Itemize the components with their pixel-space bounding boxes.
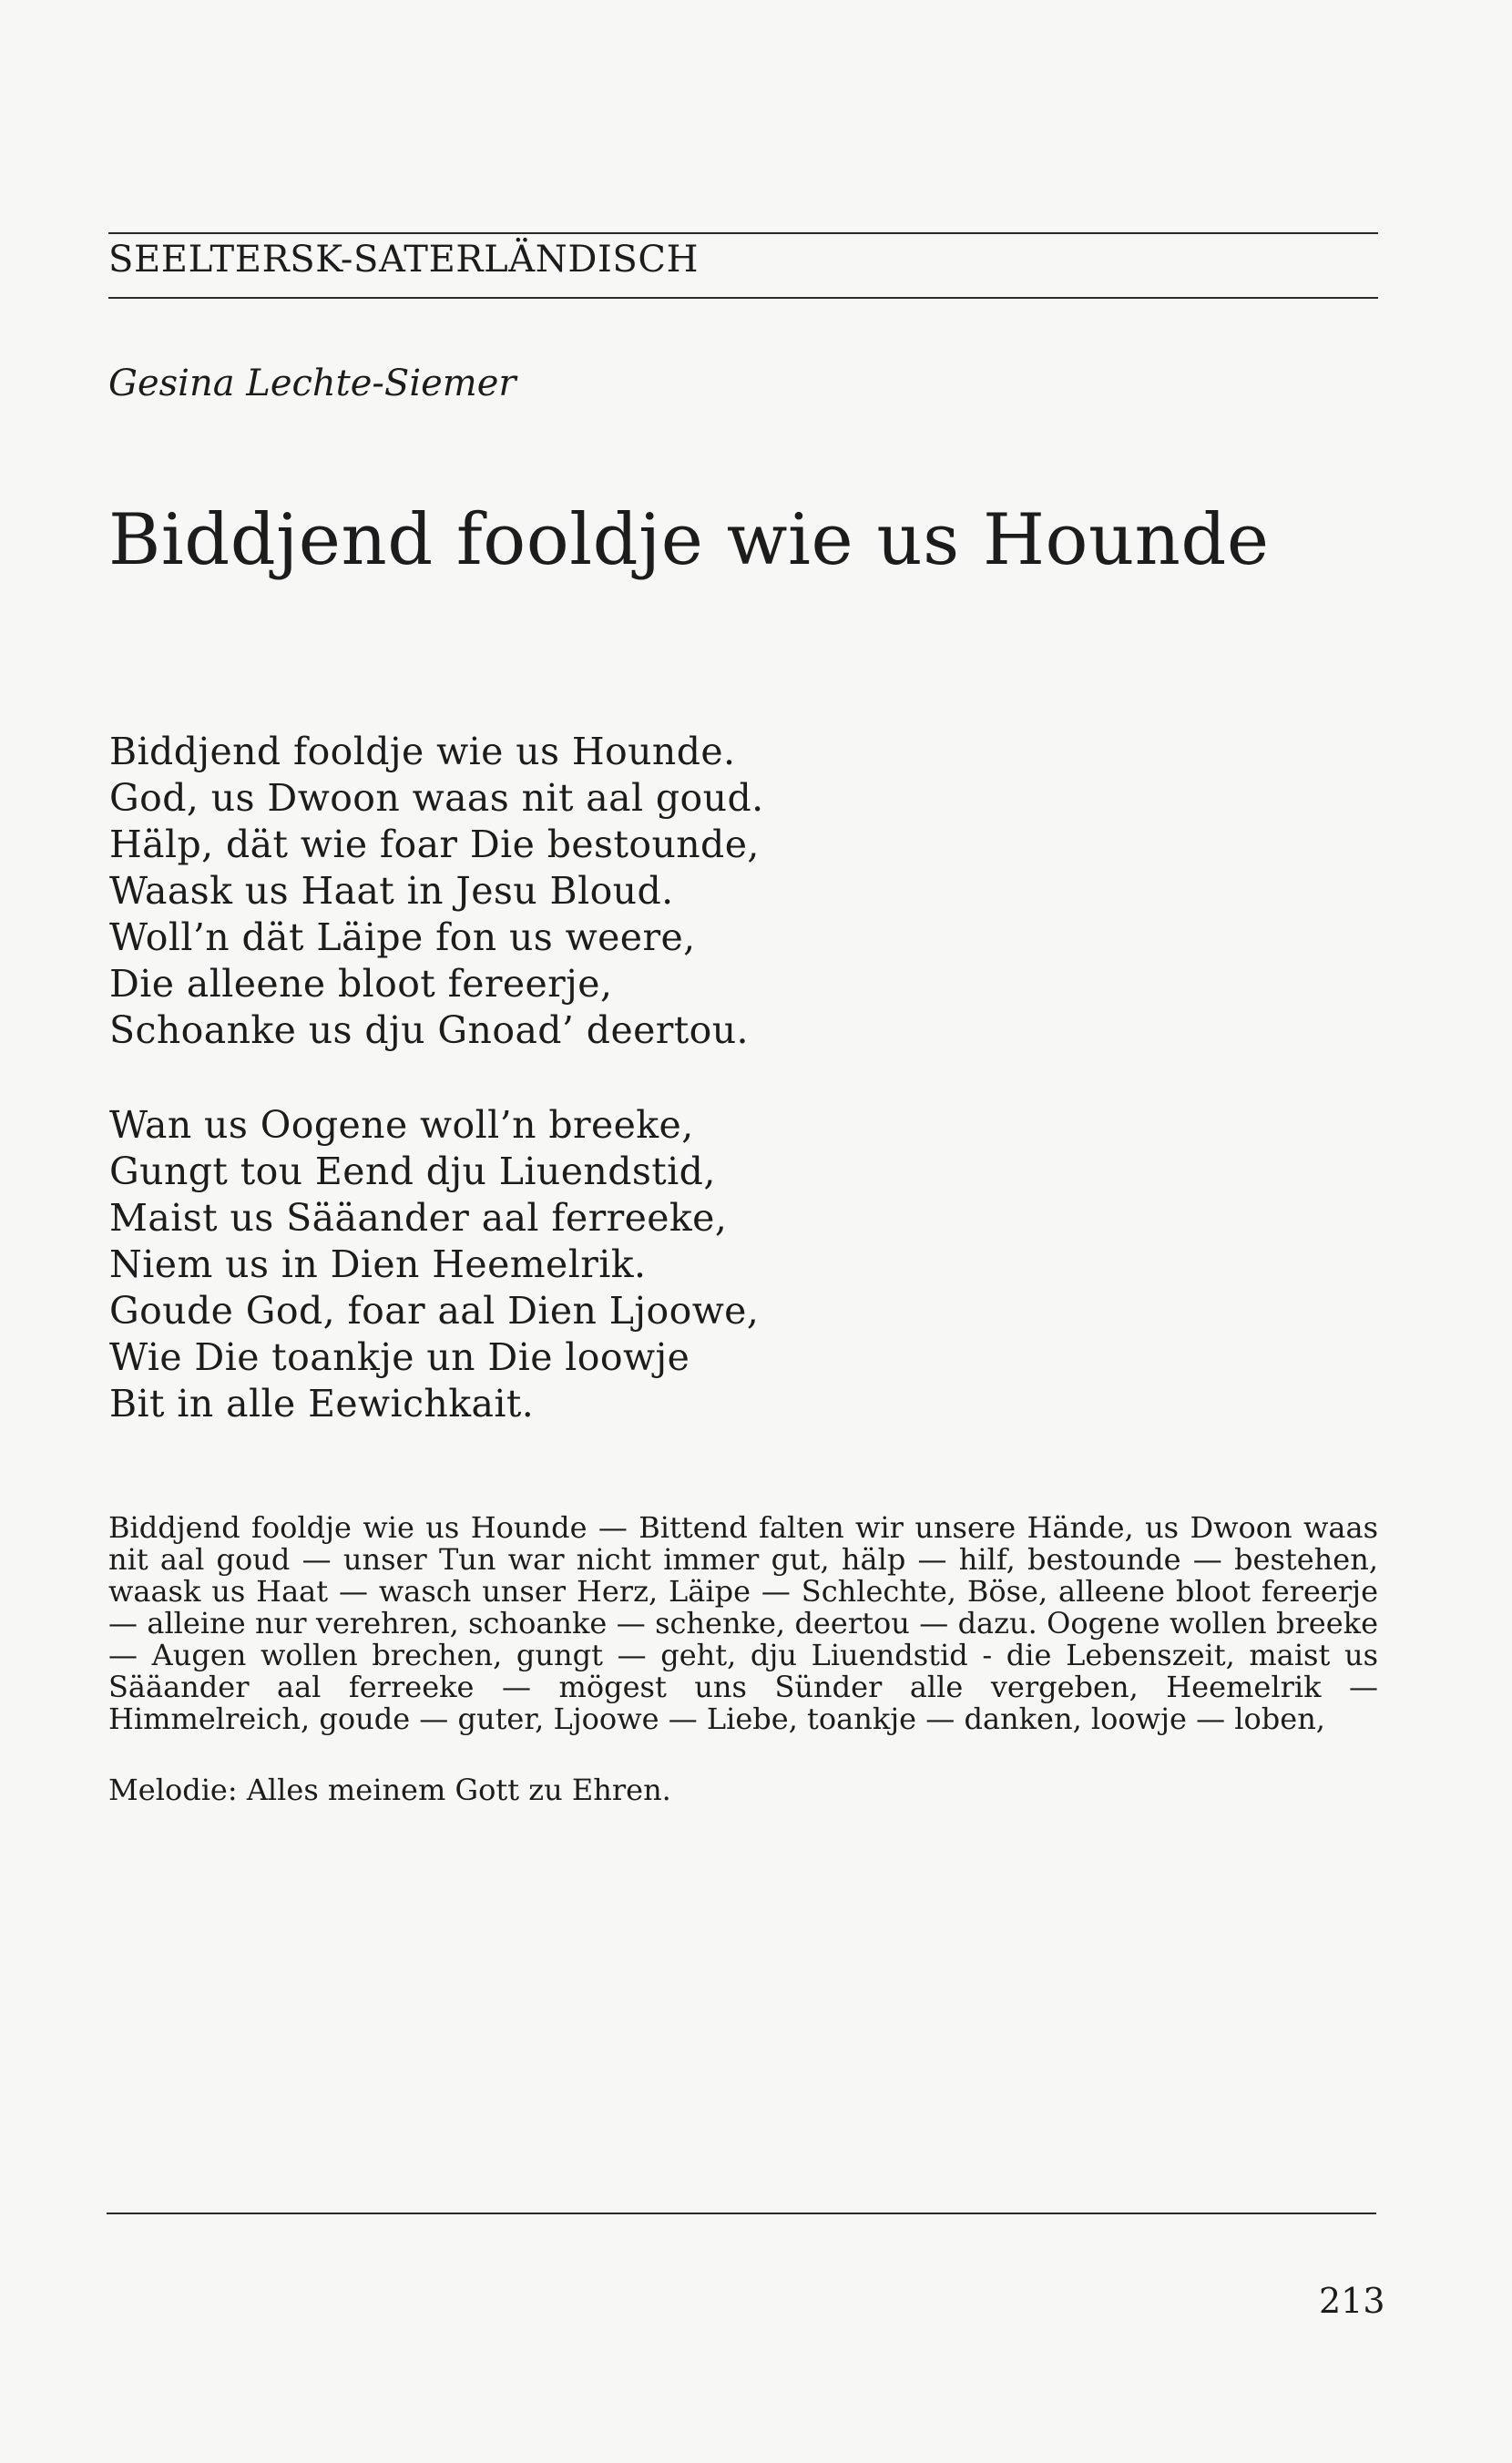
poem-line: Schoanke us dju Gnoad’ deertou. (109, 1008, 749, 1052)
top-rule (108, 232, 1378, 234)
poem-line: Maist us Sääander aal ferreeke, (109, 1196, 728, 1240)
poem-line: Gungt tou Eend dju Liuendstid, (109, 1150, 716, 1193)
section-header: SEELTERSK-SATERLÄNDISCH (108, 239, 700, 281)
poem-line: Goude God, foar aal Dien Ljoowe, (109, 1289, 760, 1333)
poem-line: Die alleene bloot fereerje, (109, 962, 613, 1006)
footer-rule (107, 2213, 1376, 2214)
stanza-2 (109, 1102, 759, 1427)
stanza-1 (109, 729, 764, 1054)
poem-title: Biddjend fooldje wie us Hounde (108, 499, 1270, 581)
melody-note: Melodie: Alles meinem Gott zu Ehren. (108, 1773, 671, 1807)
author-name: Gesina Lechte-Siemer (108, 363, 516, 404)
poem-line: Bit in alle Eewichkait. (109, 1382, 535, 1426)
poem-line: Waask us Haat in Jesu Bloud. (109, 869, 674, 913)
poem-line: Biddjend fooldje wie us Hounde. (109, 730, 736, 773)
page-number: 213 (1319, 2281, 1385, 2321)
poem-line: God, us Dwoon waas nit aal goud. (109, 776, 764, 820)
poem-line: Hälp, dät wie foar Die bestounde, (109, 823, 760, 866)
header-rule (108, 297, 1378, 299)
poem-line: Niem us in Dien Heemelrik. (109, 1242, 647, 1286)
poem-line: Woll’n dät Läipe fon us weere, (109, 915, 696, 959)
glossary-note: Biddjend fooldje wie us Hounde — Bittend falten wir unsere Hände, us Dwoon waas nit aal goud — unser Tun war nicht immer gut, hälp — hilf, bestounde — bestehen, waask us Haat — wasch unser Herz, Läipe — Schlechte, Böse, alleene bloot fereerje — alleine nur verehren, schoanke — schenke, deertou — dazu. Oogene wollen breeke — Augen wollen brechen, gungt — geht, dju Liuendstid - die Lebenszeit, maist us Sääander aal ferreeke — mögest uns Sünder alle vergeben, Heemelrik — Himmelreich, goude — guter, Ljoowe — Liebe, toankje — danken, loowje — loben, (108, 1510, 1378, 1736)
poem-line: Wie Die toankje un Die loowje (109, 1335, 690, 1379)
poem-line: Wan us Oogene woll’n breeke, (109, 1103, 694, 1147)
